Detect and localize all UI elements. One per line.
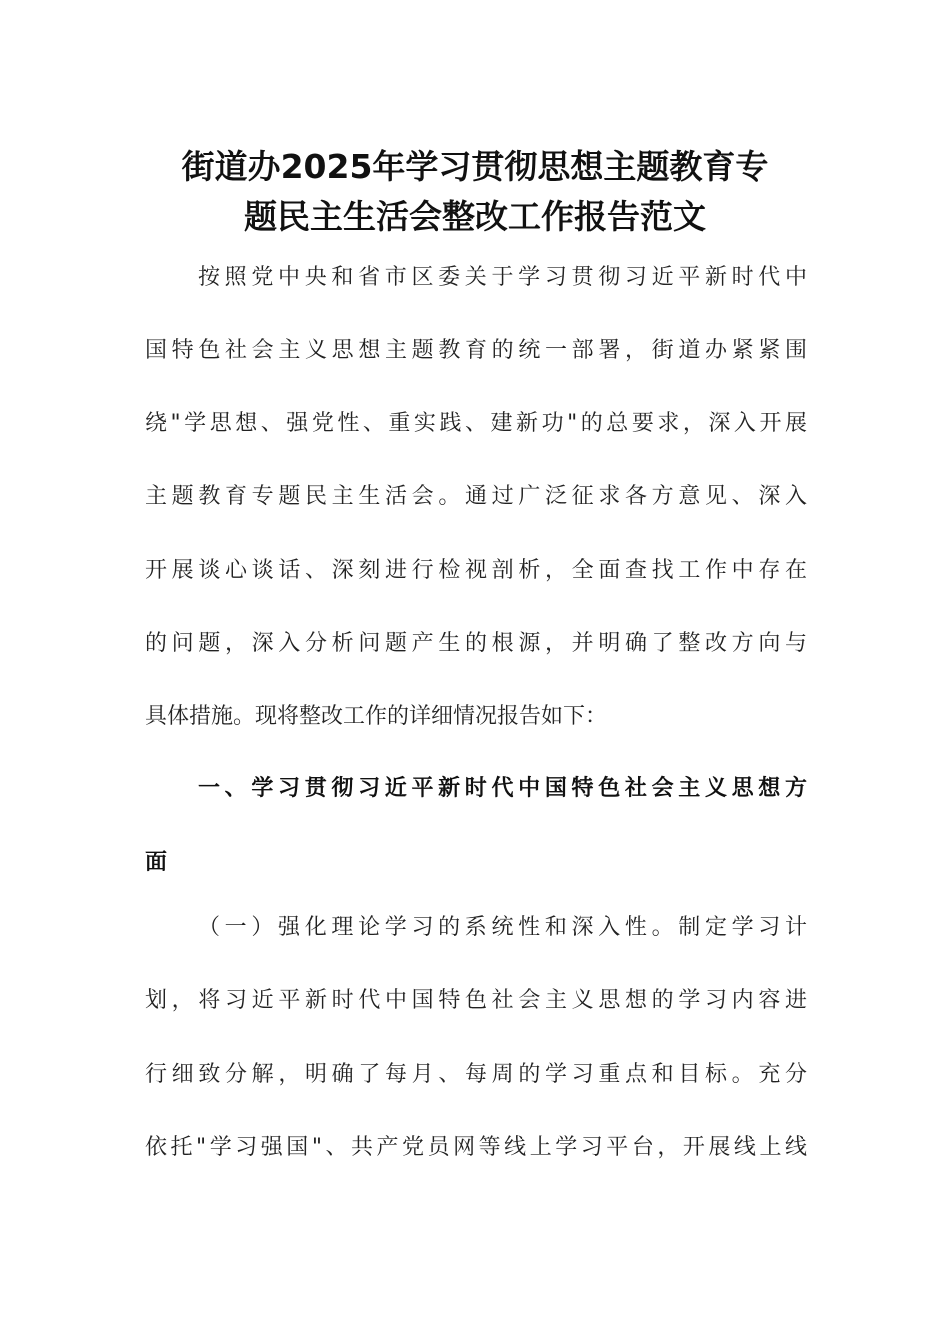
intro-paragraph-line: 主题教育专题民主生活会。通过广泛征求各方意见、深入 (145, 484, 807, 509)
subsection-paragraph-line: 划，将习近平新时代中国特色社会主义思想的学习内容进 (145, 988, 807, 1013)
subsection-paragraph-line: 依托"学习强国"、共产党员网等线上学习平台，开展线上线 (145, 1135, 807, 1160)
intro-paragraph-line: 具体措施。现将整改工作的详细情况报告如下： (145, 704, 608, 729)
intro-paragraph-line: 开展谈心谈话、深刻进行检视剖析，全面查找工作中存在 (145, 558, 807, 583)
subsection-paragraph-line: 行细致分解，明确了每月、每周的学习重点和目标。充分 (145, 1062, 807, 1087)
intro-paragraph-line: 的问题，深入分析问题产生的根源，并明确了整改方向与 (145, 631, 807, 656)
document-title-line-2: 题民主生活会整改工作报告范文 (244, 197, 706, 236)
intro-paragraph-line: 按照党中央和省市区委关于学习贯彻习近平新时代中 (198, 265, 807, 290)
intro-paragraph-line: 绕"学思想、强党性、重实践、建新功"的总要求，深入开展 (145, 411, 807, 436)
document-title-line-1: 街道办2025年学习贯彻思想主题教育专 (181, 147, 769, 186)
section-heading-line-2: 面 (145, 850, 168, 875)
subsection-paragraph-line: （一）强化理论学习的系统性和深入性。制定学习计 (198, 915, 807, 940)
section-heading-line-1: 一、学习贯彻习近平新时代中国特色社会主义思想方 (198, 776, 807, 801)
intro-paragraph-line: 国特色社会主义思想主题教育的统一部署，街道办紧紧围 (145, 338, 807, 363)
